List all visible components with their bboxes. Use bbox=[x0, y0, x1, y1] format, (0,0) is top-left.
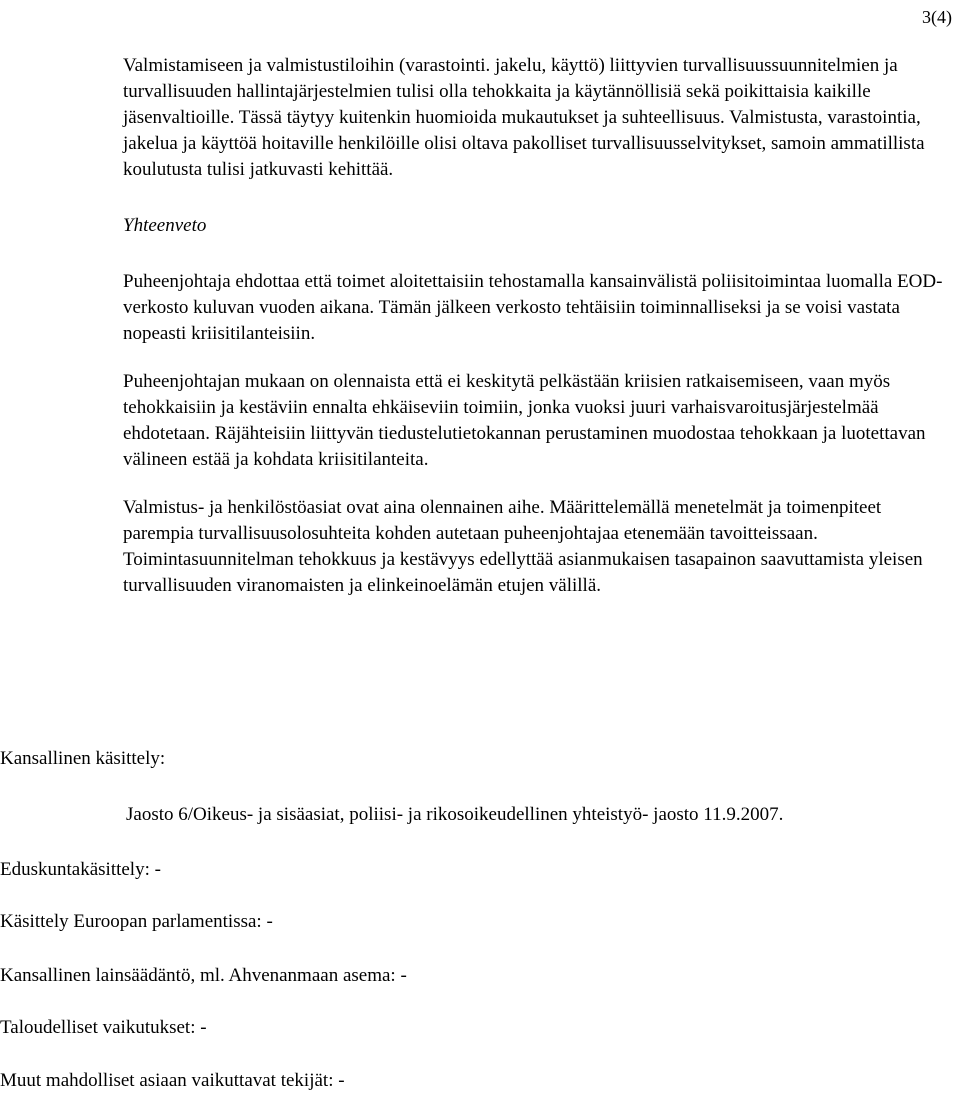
section-heading-summary: Yhteenveto bbox=[123, 215, 207, 236]
other-factors: Muut mahdolliset asiaan vaikuttavat tekijät: - bbox=[0, 1070, 345, 1091]
national-handling-label: Kansallinen käsittely: bbox=[0, 748, 166, 769]
national-handling-value: Jaosto 6/Oikeus- ja sisäasiat, poliisi- ja rikosoikeudellinen yhteistyö- jaosto 11.9.2007. bbox=[126, 804, 784, 825]
paragraph-personnel: Valmistus- ja henkilöstöasiat ovat aina olennainen aihe. Määrittelemällä menetelmät ja toimenpiteet parempia turvallisuusolosuhteita kohden autetaan puheenjohtajaa etenemään tavoitteissaan. Toimintasuunnitelman tehokkuus ja kestävyys edellyttää asianmukaisen tasapainon saavuttamista yleisen turvallisuuden viranomaisten ja elinkeinoelämän etujen välillä. bbox=[123, 497, 923, 596]
economic-effects: Taloudelliset vaikutukset: - bbox=[0, 1017, 207, 1038]
parliament-handling: Eduskuntakäsittely: - bbox=[0, 859, 161, 880]
european-parliament-handling: Käsittely Euroopan parlamentissa: - bbox=[0, 911, 273, 932]
paragraph-eod-network: Puheenjohtaja ehdottaa että toimet aloitettaisiin tehostamalla kansainvälistä poliisitoimintaa luomalla EOD- verkosto kuluvan vuoden aikana. Tämän jälkeen verkosto tehtäisiin toiminnalliseksi ja se voisi vastata nopeasti kriisitilanteisiin. bbox=[123, 271, 943, 344]
document-body bbox=[123, 53, 953, 599]
page-number: 3(4) bbox=[922, 7, 952, 27]
paragraph-safety-plans: Valmistamiseen ja valmistustiloihin (varastointi. jakelu, käyttö) liittyvien turvallisuussuunnitelmien ja turvallisuuden hallintajärjestelmien tulisi olla tehokkaita ja käytännöllisiä sekä poikittaisia kaikille jäsenvaltioille. Tässä täytyy kuitenkin huomioida mukautukset ja suhteellisuus. Valmistusta, varastointia, jakelua ja käyttöä hoitaville henkilöille olisi oltava pakolliset turvallisuusselvitykset, samoin ammatillista koulutusta tulisi jatkuvasti kehittää. bbox=[123, 55, 925, 180]
paragraph-early-warning: Puheenjohtajan mukaan on olennaista että ei keskitytä pelkästään kriisien ratkaisemiseen, vaan myös tehokkaisiin ja kestäviin ennalta ehkäiseviin toimiin, jonka vuoksi juuri varhaisvaroitusjärjestelmää ehdotetaan. Räjähteisiin liittyvän tiedustelutietokannan perustaminen muodostaa tehokkaan ja luotettavan välineen estää ja kohdata kriisitilanteita. bbox=[123, 371, 926, 470]
national-legislation: Kansallinen lainsäädäntö, ml. Ahvenanmaan asema: - bbox=[0, 965, 407, 986]
